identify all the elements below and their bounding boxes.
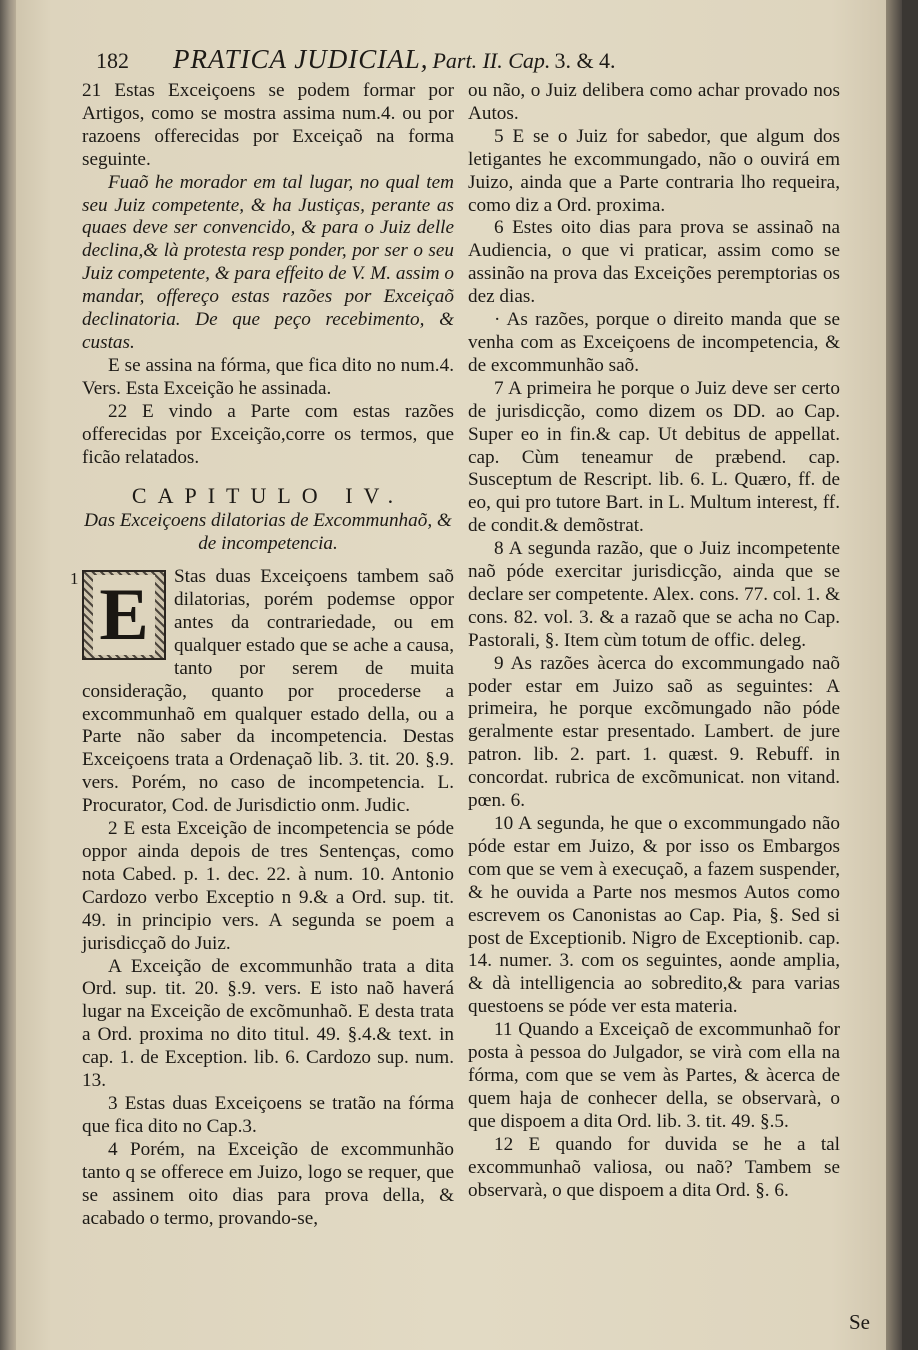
- paragraph-1: Stas duas Exceiçoens tambem saõ dilatorias, porém podemse oppor antes da contrariedade, ou em qualquer estado que se ache a causa, tanto por serem de muita consideração, quanto por procederse a excommunhaõ em qualquer estado della, ou a Parte não saber da incompetencia. Destas Exceiçoens trata a Ordenaçaõ lib. 3. tit. 20. §.9. vers. Porém, no caso de incompetencia. L. Procurator, Cod. de Jurisdictio onm. Judic.: [82, 566, 454, 817]
- declinatory-formula: Fuaõ he morador em tal lugar, no qual tem seu Juiz competente, & ha Justiças, perante as quaes deve ser convencido, & para o Juiz delle declina,& là protesta resp ponder, por ser o seu Juiz competente, & para effeito de V. M. assim o mandar, offereço estas razões por Exceiçaõ declinatoria. De que peço recebimento, & custas.: [82, 171, 454, 353]
- paragraph-12: 12 E quando for duvida se he a tal excommunhaõ valiosa, ou naõ? Tambem se observarà, o que dispoem a dita Ord. §. 6.: [468, 1133, 840, 1201]
- chapter-heading: CAPITULO IV.: [131, 483, 405, 509]
- paragraph-11: 11 Quando a Exceiçaõ de excommunhaõ for posta à pessoa do Julgador, se virà com ella na fórma, com que se vem às Partes, & àcerca de quem haja de conhecer della, se observarà, o que dispoem a dita Ord. lib. 3. tit. 49. §.5.: [468, 1019, 840, 1132]
- chapter-reference: 3. & 4.: [554, 48, 616, 73]
- paragraph-ord: A Exceição de excommunhão trata a dita Ord. sup. tit. 20. §.9. vers. E isto naõ haverá lugar na Exceição de excõmunhaõ. E desta trata a Ord. proxima no dito titul. 49. §.4.& text. in cap. 1. de Exception. lib. 6. Cardozo sup. num. 13.: [82, 955, 454, 1092]
- paragraph-4-continued: ou não, o Juiz delibera como achar provado nos Autos.: [468, 80, 840, 124]
- page-number: 182: [96, 48, 129, 73]
- chapter-opening: [70, 566, 454, 818]
- paragraph-8: 8 A segunda razão, que o Juiz incompetente naõ póde exercitar jurisdicção, ainda que se declare ser competente. Alex. cons. 77. col. 1. & cons. 82. vol. 3. & a razaõ que se acha no Cap. Pastorali, §. Item cùm totum de offic. deleg.: [468, 538, 840, 651]
- catchword: Se: [849, 1310, 870, 1334]
- paragraph-7: 7 A primeira he porque o Juiz deve ser certo de jurisdicção, como dizem os DD. ao Cap. Super eo in fin.& cap. Ut debitus de appellat. cap. Cùm teneamur de præbend. cap. Susceptum de Rescript. lib. 6. L. Quæro, ff. de eo, qui pro tutore Bart. in L. Multum interest, ff. de condit.& demõstrat.: [468, 377, 840, 537]
- paragraph-5: 5 E se o Juiz for sabedor, que algum dos letigantes he excommungado, não o ouvirá em Juizo, ainda que a Parte contraria lho requeira, como diz a Ord. proxima.: [468, 125, 840, 216]
- running-header: [96, 44, 856, 84]
- paragraph-21: 21 Estas Exceiçoens se podem formar por Artigos, como se mostra assima num.4. ou por razoens offerecidas por Exceiçaõ na forma seguinte.: [82, 80, 454, 170]
- paragraph-number-1: 1: [70, 569, 79, 589]
- paragraph-6: 6 Estes oito dias para prova se assinaõ na Audiencia, o que vi praticar, assim como se assinão na prova das Exceições peremptorias os dez dias.: [468, 217, 840, 308]
- paragraph-22: 22 E vindo a Parte com estas razões offerecidas por Exceição,corre os termos, que ficão relatados.: [82, 400, 454, 468]
- paragraph-9: 9 As razões àcerca do excommungado naõ poder estar em Juizo saõ as seguintes: A primeira, he porque excõmungado não póde geralmente estar presentado. Lambert. de jure patron. lib. 2. part. 1. quæst. 9. Rebuff. in concordat. rubrica de excõmunicat. non vitand. pœn. 6.: [468, 652, 840, 812]
- running-title: PRATICA JUDICIAL,: [173, 44, 429, 74]
- decorated-initial: [82, 570, 166, 660]
- page-edge: [886, 0, 902, 1350]
- part-reference: Part. II. Cap.: [432, 48, 551, 73]
- book-binding: [0, 0, 16, 1350]
- left-column: [70, 80, 454, 1230]
- paragraph-2: 2 E esta Exceição de incompetencia se póde oppor ainda depois de tres Sentenças, como nota Cabed. p. 1. dec. 22. à num. 10. Antonio Cardozo verbo Exceptio n 9.& a Ord. sup. tit. 49. in principio vers. A segunda se poem a jurisdicçaõ do Juiz.: [82, 818, 454, 954]
- initial-letter: E: [93, 575, 154, 655]
- paragraph-assina: E se assina na fórma, que fica dito no num.4. Vers. Esta Exceição he assinada.: [82, 354, 454, 399]
- right-column: [468, 80, 840, 1202]
- paragraph-10: 10 A segunda, he que o excommungado não póde estar em Juizo, & por isso os Embargos com que se vem à execuçaõ, a fazem suspender, & he ouvida a Parte nos mesmos Autos como escrevem os Canonistas ao Cap. Pia, §. Sed si post de Exceptionib. Nigro de Exceptionib. cap. 14. numer. 3. com os seguintes, aonde amplia, & dà intelligencia ao sobredito,& para varias questoens se póde ver esta materia.: [468, 813, 840, 1018]
- chapter-subtitle: Das Exceiçoens dilatorias de Excommunhaõ, & de incompetencia.: [84, 510, 452, 555]
- paragraph-4: 4 Porém, na Exceição de excommunhão tanto q se offerece em Juizo, logo se requer, que se assinem oito dias para prova della, & acabado o termo, provando-se,: [82, 1138, 454, 1229]
- paragraph-3: 3 Estas duas Exceiçoens se tratão na fórma que fica dito no Cap.3.: [82, 1092, 454, 1137]
- paragraph-razoes: · As razões, porque o direito manda que se venha com as Exceiçoens de incompetencia, & de excommunhão saõ.: [468, 309, 840, 376]
